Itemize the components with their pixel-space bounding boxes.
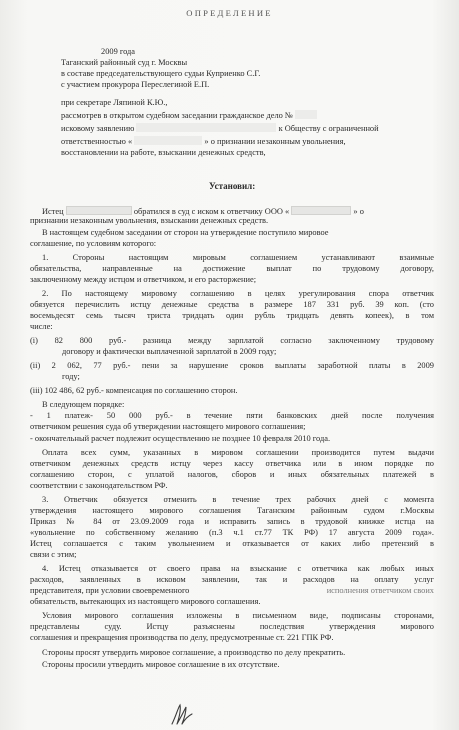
p1-text-c: » о xyxy=(353,207,364,216)
document-title: ОПРЕДЕЛЕНИЕ xyxy=(186,8,273,18)
p3-line-3: заключенному между истцом и ответчиком, и его расторжение; xyxy=(30,275,257,284)
header-secretary: при секретаре Ляпиной К.Ю., xyxy=(61,98,168,107)
redacted-defendant-name xyxy=(291,206,351,215)
intro-line-4: восстановлении на работе, взыскании денежных средств, xyxy=(61,148,266,157)
redacted-plaintiff xyxy=(136,123,276,132)
intro-text-3b: » о признании незаконным увольнения, xyxy=(204,137,346,146)
p6-line-1: 4. Истец отказывается от своего права на взыскание с ответчика как любых иных xyxy=(42,564,434,573)
p4-line-2: обязуется перечислить истцу денежные средства в размере 187 331 руб. 39 коп. (сто xyxy=(30,300,434,309)
p5-line-6: связи с этим; xyxy=(30,550,77,559)
item-3: (iii) 102 486, 62 руб.- компенсация по соглашению сторон. xyxy=(30,386,238,395)
header-prosecutor: с участием прокурора Переслегиной Е.П. xyxy=(61,80,210,89)
intro-text-3a: ответственностью « xyxy=(61,137,133,146)
order-line-3: ответчиком решения суда об утверждении настоящего мирового соглашения; xyxy=(30,422,306,431)
p3-line-1: 1. Стороны настоящим мировым соглашением устанавливают взаимные xyxy=(42,253,434,262)
section-heading: Установил: xyxy=(209,181,256,191)
order-line-4: - окончательный расчет подлежит осуществлению не позднее 10 февраля 2010 года. xyxy=(30,434,331,443)
p7-line-1: Условия мирового соглашения изложены в письменном виде, подписаны сторонами, xyxy=(42,611,434,620)
redacted-company xyxy=(134,136,202,145)
p6-text-3b: исполнения ответчиком своих xyxy=(326,586,434,595)
intro-text-2a: исковому заявлению xyxy=(61,124,135,133)
p3-line-2: обязательства, направленные на достижение выплат по трудовому договору, xyxy=(30,264,434,273)
order-line-2: - 1 платеж- 50 000 руб.- в течение пяти банковских дней после получения xyxy=(30,411,434,420)
p2-line-1: В настоящем судебном заседании от сторон на утверждение поступило мировое xyxy=(42,228,329,237)
p4-line-3: восемьдесят семь тысяч триста тридцать один рубль тридцать девять копеек), в том xyxy=(30,311,434,320)
p1-text-b: обратился в суд с иском к ответчику ООО « xyxy=(133,207,290,216)
p5-line-4: «увольнение по собственному желанию (п.3 ч.1 ст.77 ТК РФ) 17 августа 2009 года». xyxy=(30,528,434,537)
item-2-line-2: году; xyxy=(62,372,80,381)
header-date: 2009 года xyxy=(101,47,135,56)
p5-line-5: Истец соглашается с таким увольнением и отказывается от каких либо претензий в xyxy=(30,539,434,548)
redacted-case-number xyxy=(295,110,317,119)
intro-text-2b: к Обществу с ограниченной xyxy=(278,124,379,133)
p5-line-3: Приказ № 84 от 23.09.2009 года и исправить запись в трудовой книжке истца на xyxy=(30,517,434,526)
pay-line-1: Оплата всех сумм, указанных в мировом соглашении производится путем выдачи xyxy=(42,448,434,457)
intro-line-3 xyxy=(61,136,437,147)
p4-line-1: 2. По настоящему мировому соглашению в целях урегулирования спора ответчик xyxy=(42,289,434,298)
header-court: Таганский районный суд г. Москвы xyxy=(61,58,188,67)
pay-line-4: соответствии с законодательством РФ. xyxy=(30,481,168,490)
pay-line-2: ответчиком денежных средств истцу через кассу ответчика или в ином порядке по xyxy=(30,459,434,468)
item-1-line-2: договору и фактически выплаченной зарплатой в 2009 году; xyxy=(62,347,277,356)
p6-line-3 xyxy=(30,586,434,596)
p2-line-2: соглашение, по условиям которого: xyxy=(30,239,157,248)
intro-text-1: рассмотрев в открытом судебном заседании гражданское дело № xyxy=(61,111,293,120)
order-line-1: В следующем порядке: xyxy=(42,400,125,409)
item-2-line-1: (ii) 2 062, 77 руб.- пени за нарушение сроков выплаты заработной платы в 2009 xyxy=(30,361,434,370)
intro-line-2 xyxy=(61,123,437,134)
p6-line-4: обязательств, вытекающих из настоящего мирового соглашения. xyxy=(30,597,261,606)
p5-line-2: утверждения настоящего мирового соглашения Таганским районным судом г.Москвы xyxy=(30,506,434,515)
item-1-line-1: (i) 82 800 руб.- разница между зарплатой согласно заключенному трудовому xyxy=(30,336,434,345)
p8: Стороны просят утвердить мировое соглашение, а производство по делу прекратить. xyxy=(42,648,346,657)
p4-line-4: числе: xyxy=(30,322,53,331)
p7-line-2: представлены суду. Истцу разъяснены последствия утверждения мирового xyxy=(30,622,434,631)
header-judge: в составе председательствующего судьи Куприенко С.Г. xyxy=(61,69,261,78)
pay-line-3: соглашению сторон, с уплатой налогов, сборов и иных обязательных платежей в xyxy=(30,470,434,479)
redacted-plaintiff-name xyxy=(66,206,132,215)
intro-line-1 xyxy=(61,110,317,121)
p5-line-1: 3. Ответчик обязуется отменить в течение трех рабочих дней с момента xyxy=(42,495,434,504)
p9: Стороны просили утвердить мировое соглашение в их отсутствие. xyxy=(42,660,280,669)
p6-line-2: расходов, заявленных в исковом заявлении, так и расходов на оплату услуг xyxy=(30,575,434,584)
p6-text-3a: представителя, при условии своевременного xyxy=(30,586,190,595)
p1-line-2: признании незаконным увольнения, взыскании денежных средств. xyxy=(30,216,269,225)
p7-line-3: соглашения и прекращения производства по делу, предусмотренные ст. 221 ГПК РФ. xyxy=(30,633,334,642)
p1-text-a: Истец xyxy=(42,207,64,216)
signature-mark xyxy=(168,702,198,728)
